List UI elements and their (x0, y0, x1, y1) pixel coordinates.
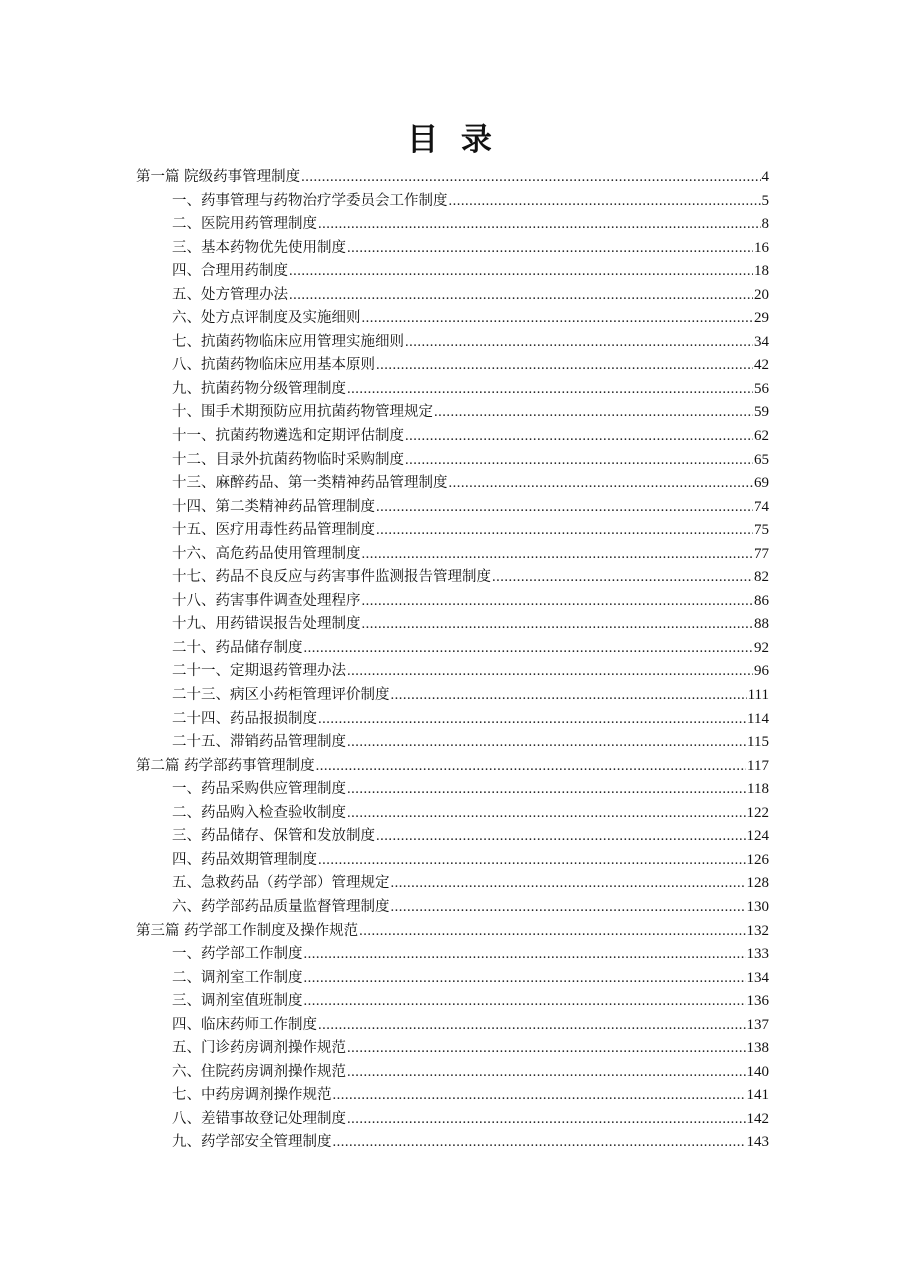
toc-entry-row[interactable] (136, 990, 769, 1014)
toc-entry-title: 四、临床药师工作制度 (172, 1016, 317, 1033)
dot-leader (405, 331, 753, 355)
toc-entry-row[interactable] (136, 331, 769, 355)
toc-page-number: 77 (754, 545, 769, 562)
toc-entry-title: 第二篇 药学部药事管理制度 (136, 757, 315, 774)
toc-page-number: 136 (746, 993, 769, 1010)
toc-entry-row[interactable] (136, 543, 769, 567)
toc-entry-title: 二、药品购入检查验收制度 (172, 804, 346, 821)
toc-entry-title: 十八、药害事件调查处理程序 (172, 592, 361, 609)
dot-leader (347, 237, 753, 261)
dot-leader (347, 660, 753, 684)
toc-entry-title: 七、抗菌药物临床应用管理实施细则 (172, 333, 404, 350)
toc-entry-row[interactable] (136, 472, 769, 496)
toc-entry-row[interactable] (136, 1084, 769, 1108)
toc-part-row[interactable] (136, 920, 769, 944)
toc-entry-title: 一、药学部工作制度 (172, 946, 303, 963)
toc-page-number: 137 (746, 1016, 769, 1033)
dot-leader (376, 496, 753, 520)
dot-leader (318, 849, 746, 873)
toc-entry-row[interactable] (136, 378, 769, 402)
dot-leader (405, 425, 753, 449)
toc-page-number: 143 (746, 1134, 769, 1151)
toc-entry-title: 一、药品采购供应管理制度 (172, 781, 346, 798)
dot-leader (333, 1084, 746, 1108)
toc-entry-title: 九、抗菌药物分级管理制度 (172, 380, 346, 397)
toc-entry-row[interactable] (136, 896, 769, 920)
dot-leader (391, 872, 746, 896)
toc-entry-title: 六、药学部药品质量监督管理制度 (172, 898, 390, 915)
toc-entry-title: 三、药品储存、保管和发放制度 (172, 828, 375, 845)
toc-entry-title: 二、调剂室工作制度 (172, 969, 303, 986)
dot-leader (347, 1108, 746, 1132)
toc-page-number: 134 (746, 969, 769, 986)
toc-page-number: 92 (754, 639, 769, 656)
toc-entry-row[interactable] (136, 613, 769, 637)
toc-page-number: 140 (746, 1063, 769, 1080)
toc-entry-title: 五、急救药品（药学部）管理规定 (172, 875, 390, 892)
toc-entry-row[interactable] (136, 1131, 769, 1155)
toc-entry-title: 八、抗菌药物临床应用基本原则 (172, 357, 375, 374)
toc-entry-row[interactable] (136, 590, 769, 614)
toc-entry-title: 十六、高危药品使用管理制度 (172, 545, 361, 562)
toc-page-number: 8 (761, 216, 769, 233)
dot-leader (376, 354, 753, 378)
dot-leader (376, 825, 746, 849)
toc-entry-title: 第一篇 院级药事管理制度 (136, 169, 301, 185)
toc-entry-row[interactable] (136, 825, 769, 849)
dot-leader (362, 590, 754, 614)
toc-entry-row[interactable] (136, 284, 769, 308)
toc-page-number: 118 (747, 781, 769, 798)
toc-page-number: 117 (747, 757, 769, 774)
toc-entry-row[interactable] (136, 237, 769, 261)
toc-page-number: 128 (746, 875, 769, 892)
toc-entry-row[interactable] (136, 637, 769, 661)
toc-page-number: 142 (746, 1110, 769, 1127)
toc-entry-title: 六、处方点评制度及实施细则 (172, 310, 361, 327)
toc-page-number: 124 (746, 828, 769, 845)
dot-leader (347, 378, 753, 402)
toc-entry-row[interactable] (136, 519, 769, 543)
toc-entry-title: 十三、麻醉药品、第一类精神药品管理制度 (172, 475, 448, 492)
toc-page-number: 34 (754, 333, 769, 350)
toc-entry-title: 十二、目录外抗菌药物临时采购制度 (172, 451, 404, 468)
dot-leader (376, 519, 753, 543)
toc-page-number: 88 (754, 616, 769, 633)
toc-entry-row[interactable] (136, 731, 769, 755)
dot-leader (347, 1037, 746, 1061)
dot-leader (362, 307, 754, 331)
dot-leader (347, 731, 746, 755)
dot-leader (289, 284, 753, 308)
toc-entry-row[interactable] (136, 449, 769, 473)
toc-part-row[interactable] (136, 166, 769, 190)
dot-leader (492, 566, 753, 590)
toc-entry-row[interactable] (136, 967, 769, 991)
dot-leader (449, 190, 761, 214)
dot-leader (347, 778, 746, 802)
dot-leader (347, 1061, 746, 1085)
toc-entry-title: 四、合理用药制度 (172, 263, 288, 280)
toc-entry-row[interactable] (136, 401, 769, 425)
toc-entry-title: 十、围手术期预防应用抗菌药物管理规定 (172, 404, 433, 421)
toc-entry-row[interactable] (136, 1037, 769, 1061)
toc-entry-title: 十四、第二类精神药品管理制度 (172, 498, 375, 515)
toc-page-number: 126 (746, 851, 769, 868)
dot-leader (316, 755, 746, 779)
toc-entry-row[interactable] (136, 660, 769, 684)
toc-entry-title: 五、门诊药房调剂操作规范 (172, 1040, 346, 1057)
toc-page-number: 122 (746, 804, 769, 821)
toc-entry-row[interactable] (136, 566, 769, 590)
toc-entry-title: 二十四、药品报损制度 (172, 710, 317, 727)
dot-leader (359, 920, 745, 944)
dot-leader (434, 401, 753, 425)
toc-entry-title: 二十三、病区小药柜管理评价制度 (172, 687, 390, 704)
toc-page-number: 75 (754, 522, 769, 539)
toc-entry-row[interactable] (136, 354, 769, 378)
dot-leader (289, 260, 753, 284)
toc-entry-row[interactable] (136, 307, 769, 331)
dot-leader (304, 990, 746, 1014)
toc-page-number: 5 (761, 192, 769, 209)
toc-entry-title: 十九、用药错误报告处理制度 (172, 616, 361, 633)
toc-entry-title: 二十五、滞销药品管理制度 (172, 734, 346, 751)
toc-entry-row[interactable] (136, 943, 769, 967)
toc-entry-title: 一、药事管理与药物治疗学委员会工作制度 (172, 192, 448, 209)
toc-entry-row[interactable] (136, 1014, 769, 1038)
toc-entry-title: 第三篇 药学部工作制度及操作规范 (136, 922, 359, 939)
toc-page-number: 138 (746, 1040, 769, 1057)
toc-entry-title: 七、中药房调剂操作规范 (172, 1087, 332, 1104)
toc-page-number: 62 (754, 428, 769, 445)
toc-page-number: 130 (746, 898, 769, 915)
toc-page-number: 141 (746, 1087, 769, 1104)
toc-entry-row[interactable] (136, 1061, 769, 1085)
dot-leader (318, 708, 746, 732)
toc-page-number: 133 (746, 946, 769, 963)
toc-page-number: 29 (754, 310, 769, 327)
toc-entry-row[interactable] (136, 260, 769, 284)
toc-entry-title: 十七、药品不良反应与药害事件监测报告管理制度 (172, 569, 491, 586)
dot-leader (362, 613, 754, 637)
dot-leader (391, 896, 746, 920)
toc-entry-title: 二十、药品储存制度 (172, 639, 303, 656)
toc-page-number: 18 (754, 263, 769, 280)
toc-entry-title: 六、住院药房调剂操作规范 (172, 1063, 346, 1080)
dot-leader (333, 1131, 746, 1155)
toc-page-number: 42 (754, 357, 769, 374)
toc-entry-row[interactable] (136, 496, 769, 520)
dot-leader (304, 943, 746, 967)
dot-leader (391, 684, 747, 708)
toc-page-number: 114 (747, 710, 769, 727)
toc-entry-row[interactable] (136, 684, 769, 708)
toc-entry-title: 二、医院用药管理制度 (172, 216, 317, 233)
toc-entry-row[interactable] (136, 708, 769, 732)
toc-page-number: 16 (754, 239, 769, 256)
toc-page-number: 86 (754, 592, 769, 609)
toc-part-row[interactable] (136, 755, 769, 779)
toc-entry-row[interactable] (136, 213, 769, 237)
toc-entry-title: 十五、医疗用毒性药品管理制度 (172, 522, 375, 539)
toc-entry-row[interactable] (136, 872, 769, 896)
toc-page-number: 56 (754, 380, 769, 397)
toc-entry-title: 二十一、定期退药管理办法 (172, 663, 346, 680)
table-of-contents (136, 166, 769, 1155)
toc-page-number: 65 (754, 451, 769, 468)
toc-page-number: 115 (747, 734, 769, 751)
toc-page-number: 74 (754, 498, 769, 515)
toc-page-number: 20 (754, 286, 769, 303)
toc-entry-title: 四、药品效期管理制度 (172, 851, 317, 868)
toc-entry-title: 九、药学部安全管理制度 (172, 1134, 332, 1151)
dot-leader (318, 1014, 746, 1038)
toc-entry-row[interactable] (136, 778, 769, 802)
toc-entry-row[interactable] (136, 190, 769, 214)
toc-page-number: 59 (754, 404, 769, 421)
toc-entry-row[interactable] (136, 1108, 769, 1132)
dot-leader (347, 802, 746, 826)
toc-page-number: 132 (746, 922, 769, 939)
toc-entry-row[interactable] (136, 425, 769, 449)
toc-entry-title: 五、处方管理办法 (172, 286, 288, 303)
page-title: 目 录 (407, 122, 498, 158)
toc-page-number: 96 (754, 663, 769, 680)
toc-entry-row[interactable] (136, 849, 769, 873)
toc-entry-title: 三、调剂室值班制度 (172, 993, 303, 1010)
toc-page-number: 69 (754, 475, 769, 492)
toc-page-number: 111 (747, 687, 769, 704)
dot-leader (301, 166, 760, 190)
toc-page-number: 82 (754, 569, 769, 586)
dot-leader (318, 213, 761, 237)
dot-leader (304, 967, 746, 991)
toc-entry-title: 三、基本药物优先使用制度 (172, 239, 346, 256)
dot-leader (405, 449, 753, 473)
dot-leader (304, 637, 754, 661)
toc-entry-row[interactable] (136, 802, 769, 826)
toc-entry-title: 十一、抗菌药物遴选和定期评估制度 (172, 428, 404, 445)
toc-entry-title: 八、差错事故登记处理制度 (172, 1110, 346, 1127)
dot-leader (449, 472, 754, 496)
dot-leader (362, 543, 754, 567)
toc-page-number: 4 (761, 169, 769, 185)
